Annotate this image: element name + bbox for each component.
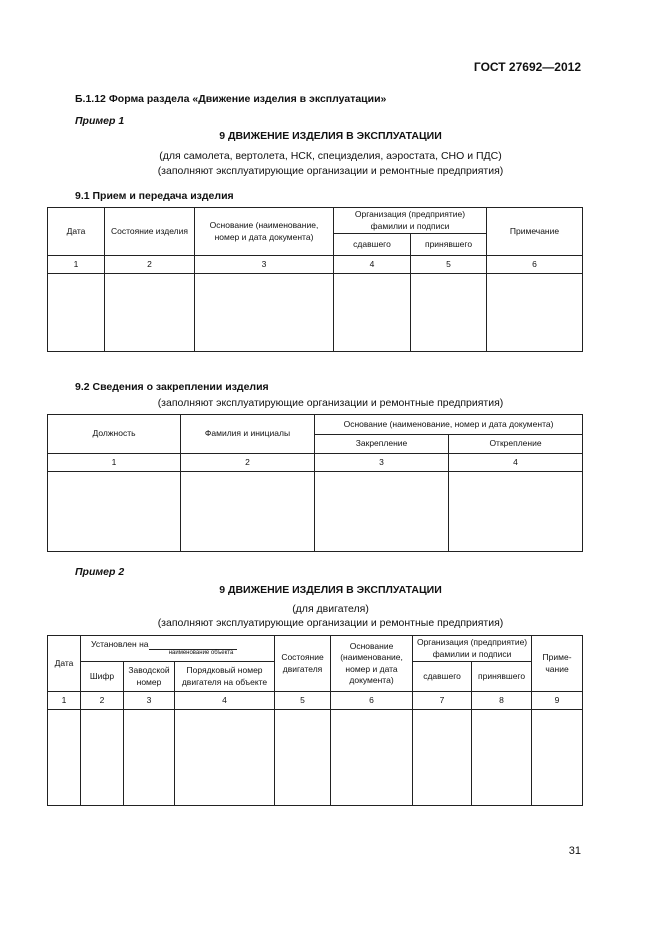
column-number: 3 [315,454,449,472]
example2-label: Пример 2 [75,566,125,578]
document-standard-header: ГОСТ 27692—2012 [473,60,581,74]
blank-cell[interactable] [48,710,81,806]
blank-cell[interactable] [472,710,532,806]
page-number: 31 [568,845,581,857]
col-engine-number: Порядковый номер двигателя на объекте [175,662,275,692]
col-sent: сдавшего [413,662,472,692]
column-number: 4 [175,692,275,710]
col-basis: Основание (наименование, номер и дата документа) [195,208,334,256]
section-title: Б.1.12 Форма раздела «Движение изделия в эксплуатации» [75,93,387,105]
example1-subtitle-1: (для самолета, вертолета, НСК, специзделия, аэростата, СНО и ПДС) [159,150,502,162]
col-basis: Основание (наименование, номер и дата документа) [331,636,413,692]
installed-on-blank-line[interactable] [149,641,237,650]
blank-cell[interactable] [411,274,487,352]
col-date: Дата [48,208,105,256]
example2-subtitle-2: (заполняют эксплуатирующие организации и ремонтные предприятия) [157,617,504,629]
blank-cell[interactable] [331,710,413,806]
column-number: 4 [449,454,583,472]
blank-cell[interactable] [413,710,472,806]
blank-cell[interactable] [181,472,315,552]
blank-cell[interactable] [532,710,583,806]
blank-cell[interactable] [195,274,334,352]
column-number: 3 [195,256,334,274]
column-number: 9 [532,692,583,710]
col-sent: сдавшего [334,234,411,256]
table2-subtitle: (заполняют эксплуатирующие организации и ремонтные предприятия) [157,397,504,409]
blank-cell[interactable] [124,710,175,806]
table-reception-transfer [47,207,583,352]
column-number: 1 [48,256,105,274]
blank-cell[interactable] [105,274,195,352]
column-number: 6 [331,692,413,710]
example1-subtitle-2: (заполняют эксплуатирующие организации и ремонтные предприятия) [157,165,504,177]
col-installed-on [81,636,275,662]
column-number: 8 [472,692,532,710]
table2-heading: 9.2 Сведения о закреплении изделия [75,381,269,393]
blank-cell[interactable] [487,274,583,352]
table1-heading: 9.1 Прием и передача изделия [75,190,234,202]
column-number: 7 [413,692,472,710]
col-basis: Основание (наименование, номер и дата документа) [315,415,583,435]
blank-cell[interactable] [449,472,583,552]
installed-on-label: Установлен на [91,639,149,650]
column-number: 1 [48,454,181,472]
col-date: Дата [48,636,81,692]
column-number: 2 [81,692,124,710]
col-unassign: Открепление [449,435,583,454]
table-engine-movement [47,635,583,806]
table-assignment [47,414,583,552]
col-position: Должность [48,415,181,454]
blank-cell[interactable] [315,472,449,552]
column-number: 5 [411,256,487,274]
blank-cell[interactable] [48,472,181,552]
blank-cell[interactable] [175,710,275,806]
col-organization: Организация (предприятие) фамилии и подписи [334,208,487,234]
col-name: Фамилия и инициалы [181,415,315,454]
column-number: 4 [334,256,411,274]
installed-on-caption: наименование объекта [168,650,234,657]
column-number: 3 [124,692,175,710]
example1-title: 9 ДВИЖЕНИЕ ИЗДЕЛИЯ В ЭКСПЛУАТАЦИИ [219,130,442,142]
col-received: принявшего [411,234,487,256]
column-number: 5 [275,692,331,710]
col-state: Состояние изделия [105,208,195,256]
example1-label: Пример 1 [75,115,125,127]
column-number: 2 [105,256,195,274]
column-number: 1 [48,692,81,710]
blank-cell[interactable] [48,274,105,352]
column-number: 6 [487,256,583,274]
col-serial: Заводской номер [124,662,175,692]
column-number: 2 [181,454,315,472]
col-organization: Организация (предприятие) фамилии и подписи [413,636,532,662]
blank-cell[interactable] [334,274,411,352]
example2-subtitle-1: (для двигателя) [292,603,369,615]
col-assign: Закрепление [315,435,449,454]
col-code: Шифр [81,662,124,692]
col-note: Приме-чание [532,636,583,692]
example2-title: 9 ДВИЖЕНИЕ ИЗДЕЛИЯ В ЭКСПЛУАТАЦИИ [219,584,442,596]
col-received: принявшего [472,662,532,692]
col-note: Примечание [487,208,583,256]
blank-cell[interactable] [275,710,331,806]
blank-cell[interactable] [81,710,124,806]
col-engine-state: Состояние двигателя [275,636,331,692]
